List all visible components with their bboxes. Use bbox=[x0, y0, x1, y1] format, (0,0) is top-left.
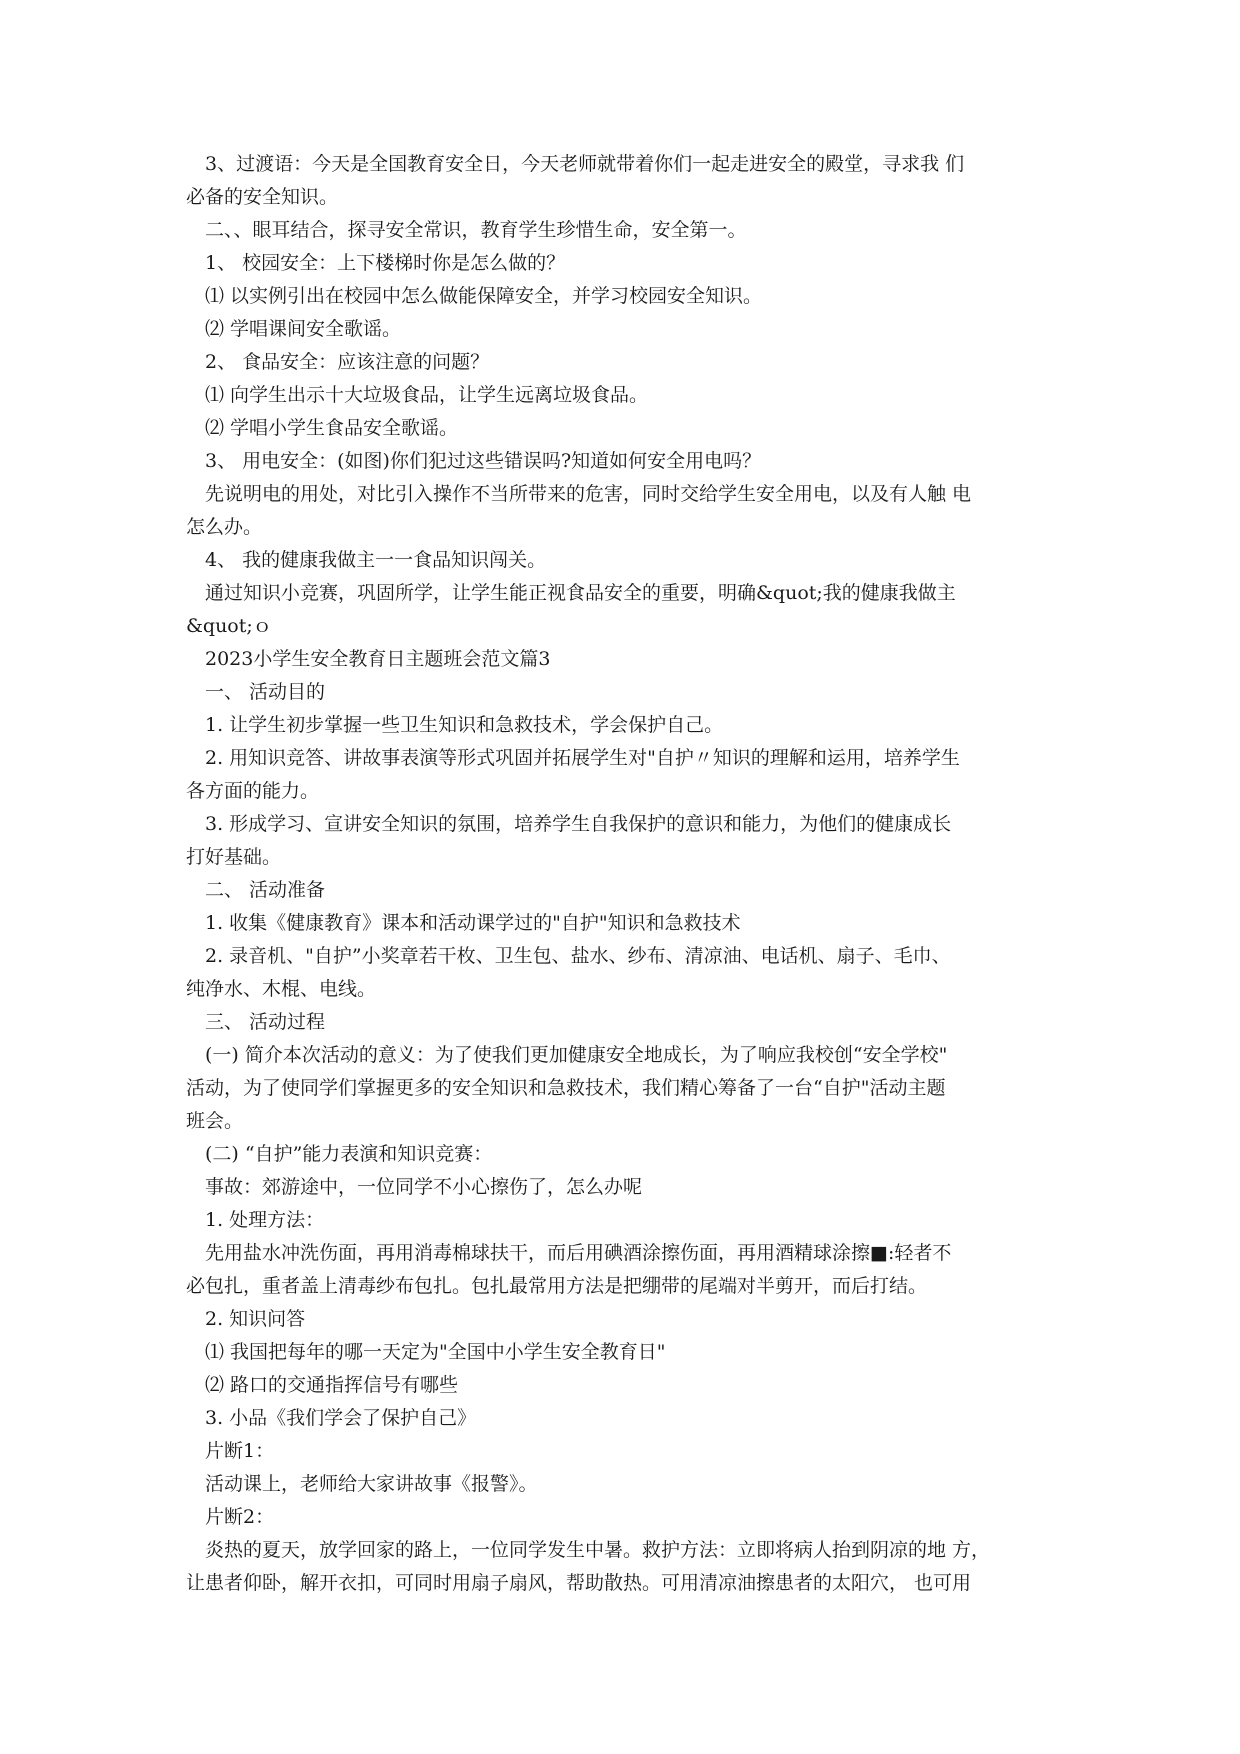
text-line: ⑵ 学唱小学生食品安全歌谣。 bbox=[186, 417, 459, 439]
text-line: 一、 活动目的 bbox=[186, 681, 326, 703]
text-line: 三、 活动过程 bbox=[186, 1011, 326, 1033]
text-line: 片断1： bbox=[186, 1440, 275, 1462]
text-line: 3. 形成学习、宣讲安全知识的氛围，培养学生自我保护的意识和能力，为他们的健康成长 bbox=[186, 813, 952, 835]
text-line: 2023小学生安全教育日主题班会范文篇3 bbox=[186, 648, 551, 670]
text-line: 纯净水、木棍、电线。 bbox=[186, 978, 377, 1000]
text-line: ⑵ 学唱课间安全歌谣。 bbox=[186, 318, 402, 340]
text-line: 让患者仰卧，解开衣扣，可同时用扇子扇风，帮助散热。可用清凉油擦患者的太阳穴， 也可用 bbox=[186, 1572, 972, 1594]
text-line: 通过知识小竞赛，巩固所学，让学生能正视食品安全的重要，明确&quot;我的健康我做主 bbox=[186, 582, 956, 604]
text-line: 炎热的夏天，放学回家的路上，一位同学发生中暑。救护方法：立即将病人抬到阴凉的地 方， bbox=[186, 1539, 991, 1561]
text-line: 活动，为了使同学们掌握更多的安全知识和急救技术，我们精心筹备了一台“自护"活动主题 bbox=[186, 1077, 946, 1099]
text-line: 必包扎，重者盖上清毒纱布包扎。包扎最常用方法是把绷带的尾端对半剪开，而后打结。 bbox=[186, 1275, 928, 1297]
text-line: 2. 录音机、"自护”小奖章若干枚、卫生包、盐水、纱布、清凉油、电话机、扇子、毛巾、 bbox=[186, 945, 951, 967]
text-line: 必备的安全知识。 bbox=[186, 186, 339, 208]
text-line: ⑵ 路口的交通指挥信号有哪些 bbox=[186, 1374, 459, 1396]
text-line: ⑴ 向学生出示十大垃圾食品，让学生远离垃圾食品。 bbox=[186, 384, 649, 406]
text-line: (二) “自护”能力表演和知识竞赛： bbox=[186, 1143, 493, 1165]
text-line: 打好基础。 bbox=[186, 846, 282, 868]
text-line: 班会。 bbox=[186, 1110, 244, 1132]
text-line: 2、 食品安全：应该注意的问题？ bbox=[186, 351, 490, 373]
text-line: &quot;ｏ bbox=[186, 615, 272, 637]
text-line: 1. 处理方法： bbox=[186, 1209, 325, 1231]
text-line: (一) 简介本次活动的意义：为了使我们更加健康安全地成长，为了响应我校创“安全学校" bbox=[186, 1044, 948, 1066]
text-line: 1、 校园安全：上下楼梯时你是怎么做的？ bbox=[186, 252, 566, 274]
text-line: 先说明电的用处，对比引入操作不当所带来的危害，同时交给学生安全用电，以及有人触 电 bbox=[186, 483, 972, 505]
text-line: 二、、眼耳结合，探寻安全常识，教育学生珍惜生命，安全第一。 bbox=[186, 219, 747, 241]
text-line: ⑴ 以实例引出在校园中怎么做能保障安全，并学习校园安全知识。 bbox=[186, 285, 763, 307]
text-line: 3、过渡语：今天是全国教育安全日，今天老师就带着你们一起走进安全的殿堂，寻求我 们 bbox=[186, 153, 965, 175]
text-line: 事故：郊游途中，一位同学不小心擦伤了，怎么办呢 bbox=[186, 1176, 643, 1198]
text-line: 怎么办。 bbox=[186, 516, 263, 538]
text-line: 活动课上，老师给大家讲故事《报警》。 bbox=[186, 1473, 538, 1495]
text-line: 二、 活动准备 bbox=[186, 879, 326, 901]
text-line: 1. 让学生初步掌握一些卫生知识和急救技术，学会保护自己。 bbox=[186, 714, 724, 736]
text-line: 3、 用电安全：(如图)你们犯过这些错误吗?知道如何安全用电吗？ bbox=[186, 450, 762, 472]
text-line: 2. 用知识竞答、讲故事表演等形式巩固并拓展学生对"自护〃知识的理解和运用，培养学生 bbox=[186, 747, 960, 769]
text-line: 1. 收集《健康教育》课本和活动课学过的"自护"知识和急救技术 bbox=[186, 912, 741, 934]
text-line: 各方面的能力。 bbox=[186, 780, 320, 802]
text-line: 3. 小品《我们学会了保护自己》 bbox=[186, 1407, 477, 1429]
document-body bbox=[186, 148, 1056, 1600]
text-line: 4、 我的健康我做主一一食品知识闯关。 bbox=[186, 549, 547, 571]
text-line: 2. 知识问答 bbox=[186, 1308, 306, 1330]
text-line: 先用盐水冲洗伤面，再用消毒棉球扶干，而后用碘酒涂擦伤面，再用酒精球涂擦■:轻者不 bbox=[186, 1242, 952, 1264]
text-line: 片断2： bbox=[186, 1506, 275, 1528]
text-line: ⑴ 我国把每年的哪一天定为"全国中小学生安全教育日" bbox=[186, 1341, 666, 1363]
